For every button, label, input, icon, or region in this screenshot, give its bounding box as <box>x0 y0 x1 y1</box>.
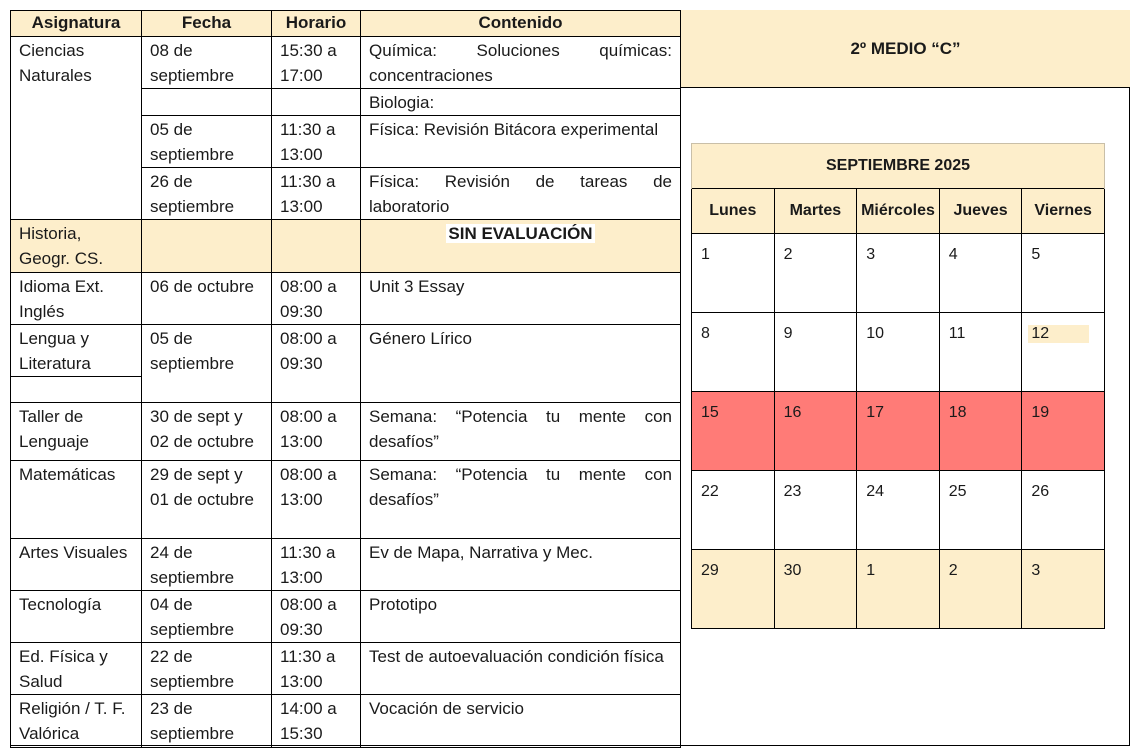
time-cell: 08:00 a 13:00 <box>272 403 361 461</box>
calendar-day: 24 <box>857 471 940 550</box>
time-cell: 08:00 a 09:30 <box>272 273 361 325</box>
subject-cell: Tecnología <box>11 591 142 643</box>
calendar-day: 18 <box>939 392 1022 471</box>
header-horario: Horario <box>272 11 361 37</box>
evaluation-calendar-page <box>10 10 1130 746</box>
subject-cell: Ed. Física y Salud <box>11 643 142 695</box>
content-cell: Química: Soluciones químicas: concentraciones <box>361 37 681 89</box>
header-fecha: Fecha <box>142 11 272 37</box>
content-cell: Física: Revisión de tareas de laboratorio <box>361 168 681 220</box>
table-header-row <box>11 11 681 37</box>
calendar-day: 8 <box>692 313 775 392</box>
calendar-day: 17 <box>857 392 940 471</box>
calendar-day: 22 <box>692 471 775 550</box>
time-cell: 15:30 a 17:00 <box>272 37 361 89</box>
calendar-day: 11 <box>939 313 1022 392</box>
time-cell: 11:30 a 13:00 <box>272 168 361 220</box>
highlighted-day: 12 <box>1028 325 1089 343</box>
date-cell: 24 de septiembre <box>142 539 272 591</box>
course-title <box>680 10 1130 88</box>
no-evaluation-label: SIN EVALUACIÓN <box>448 224 593 243</box>
date-cell: 06 de octubre <box>142 273 272 325</box>
calendar-day: 16 <box>774 392 857 471</box>
september-calendar <box>691 143 1105 629</box>
content-cell <box>361 220 681 273</box>
day-header: Lunes <box>692 189 775 234</box>
calendar-day: 23 <box>774 471 857 550</box>
calendar-day: 15 <box>692 392 775 471</box>
calendar-day: 26 <box>1022 471 1105 550</box>
calendar-day: 30 <box>774 550 857 629</box>
content-cell: Semana: “Potencia tu mente con desafíos” <box>361 461 681 539</box>
subject-lengua: Lengua y Literatura <box>11 325 141 377</box>
day-header: Martes <box>774 189 857 234</box>
day-header: Miércoles <box>857 189 940 234</box>
table-row <box>11 591 681 643</box>
day-header: Viernes <box>1022 189 1105 234</box>
calendar-day: 9 <box>774 313 857 392</box>
table-row <box>11 461 681 539</box>
table-row <box>11 643 681 695</box>
table-row <box>11 325 681 403</box>
content-cell: Unit 3 Essay <box>361 273 681 325</box>
subject-cell: Idioma Ext. Inglés <box>11 273 142 325</box>
table-row <box>11 273 681 325</box>
time-cell: 11:30 a 13:00 <box>272 116 361 168</box>
table-row <box>11 220 681 273</box>
date-cell: 30 de sept y 02 de octubre <box>142 403 272 461</box>
date-cell <box>142 220 272 273</box>
subject-cell: Matemáticas <box>11 461 142 539</box>
date-cell: 26 de septiembre <box>142 168 272 220</box>
table-row <box>11 539 681 591</box>
date-cell: 05 de septiembre <box>142 325 272 403</box>
calendar-day: 2 <box>774 234 857 313</box>
content-cell: Vocación de servicio <box>361 695 681 748</box>
calendar-day: 4 <box>939 234 1022 313</box>
date-cell: 08 de septiembre <box>142 37 272 89</box>
time-cell: 08:00 a 13:00 <box>272 461 361 539</box>
time-cell <box>272 220 361 273</box>
calendar-week <box>692 471 1105 550</box>
calendar-title-row <box>692 144 1105 189</box>
content-cell: Física: Revisión Bitácora experimental <box>361 116 681 168</box>
table-row <box>11 37 681 89</box>
header-contenido: Contenido <box>361 11 681 37</box>
course-title-text: 2º MEDIO “C” <box>850 38 961 58</box>
date-cell <box>142 89 272 116</box>
calendar-week <box>692 313 1105 392</box>
calendar-days-row <box>692 189 1105 234</box>
table-row <box>11 403 681 461</box>
date-cell: 23 de septiembre <box>142 695 272 748</box>
subject-cell: Religión / T. F. Valórica <box>11 695 142 748</box>
content-cell: Test de autoevaluación condición física <box>361 643 681 695</box>
subject-cell: Historia, Geogr. CS. <box>11 220 142 273</box>
calendar-title: SEPTIEMBRE 2025 <box>692 144 1105 189</box>
table-row <box>11 695 681 748</box>
calendar-day: 19 <box>1022 392 1105 471</box>
calendar-day: 5 <box>1022 234 1105 313</box>
time-cell <box>272 89 361 116</box>
calendar-day: 2 <box>939 550 1022 629</box>
calendar-day: 10 <box>857 313 940 392</box>
calendar-week <box>692 392 1105 471</box>
date-cell: 05 de septiembre <box>142 116 272 168</box>
calendar-day: 3 <box>857 234 940 313</box>
calendar-week <box>692 550 1105 629</box>
day-header: Jueves <box>939 189 1022 234</box>
subject-cell <box>11 325 142 403</box>
calendar-day: 25 <box>939 471 1022 550</box>
calendar-day: 1 <box>857 550 940 629</box>
date-cell: 22 de septiembre <box>142 643 272 695</box>
calendar-day: 1 <box>692 234 775 313</box>
subject-cell: Taller de Lenguaje <box>11 403 142 461</box>
time-cell: 08:00 a 09:30 <box>272 591 361 643</box>
header-asignatura: Asignatura <box>11 11 142 37</box>
content-cell: Semana: “Potencia tu mente con desafíos” <box>361 403 681 461</box>
time-cell: 08:00 a 09:30 <box>272 325 361 403</box>
content-cell: Género Lírico <box>361 325 681 403</box>
time-cell: 11:30 a 13:00 <box>272 539 361 591</box>
subject-cell: Ciencias Naturales <box>11 37 142 220</box>
time-cell: 14:00 a 15:30 <box>272 695 361 748</box>
date-cell: 29 de sept y 01 de octubre <box>142 461 272 539</box>
date-cell: 04 de septiembre <box>142 591 272 643</box>
calendar-day: 3 <box>1022 550 1105 629</box>
content-cell: Biologia: <box>361 89 681 116</box>
schedule-table <box>10 10 681 748</box>
time-cell: 11:30 a 13:00 <box>272 643 361 695</box>
subject-cell: Artes Visuales <box>11 539 142 591</box>
calendar-day: 29 <box>692 550 775 629</box>
content-cell: Ev de Mapa, Narrativa y Mec. <box>361 539 681 591</box>
content-cell: Prototipo <box>361 591 681 643</box>
calendar-day <box>1022 313 1105 392</box>
calendar-week <box>692 234 1105 313</box>
